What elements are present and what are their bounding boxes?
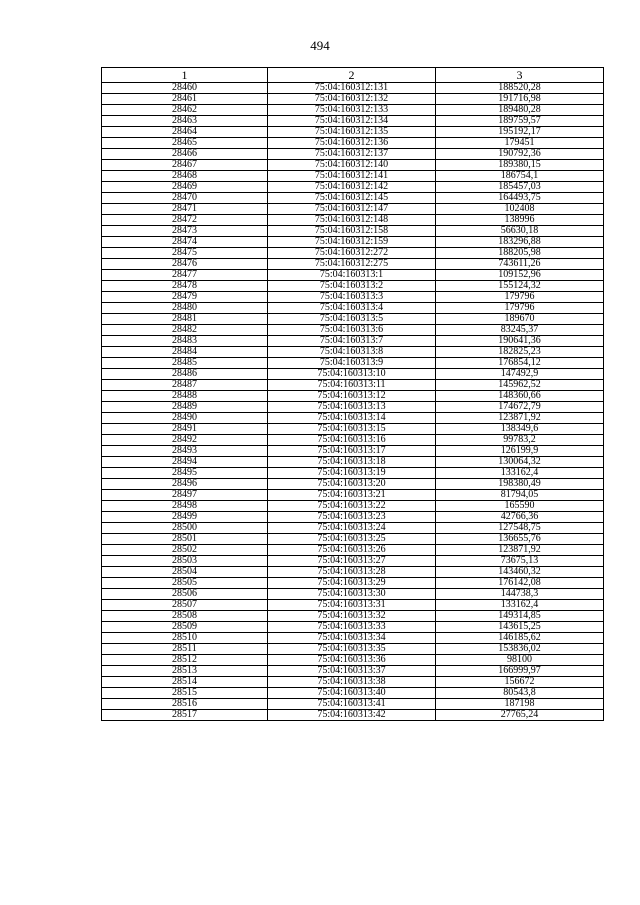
table-row [102, 413, 604, 424]
cadastral-number-cell: 75:04:160313:30 [268, 589, 436, 600]
page-number: 494 [310, 38, 330, 53]
table-row [102, 589, 604, 600]
value-cell: 176854,12 [436, 358, 604, 369]
table-row [102, 325, 604, 336]
row-number-cell: 28471 [102, 204, 268, 215]
cadastral-number-cell: 75:04:160313:29 [268, 578, 436, 589]
row-number-cell: 28492 [102, 435, 268, 446]
cadastral-number-cell: 75:04:160312:133 [268, 105, 436, 116]
table-row [102, 160, 604, 171]
table-row [102, 512, 604, 523]
cadastral-number-cell: 75:04:160313:32 [268, 611, 436, 622]
value-cell: 138996 [436, 215, 604, 226]
row-number-cell: 28483 [102, 336, 268, 347]
value-cell: 188205,98 [436, 248, 604, 259]
value-cell: 153836,02 [436, 644, 604, 655]
cadastral-number-cell: 75:04:160312:140 [268, 160, 436, 171]
cadastral-number-cell: 75:04:160312:134 [268, 116, 436, 127]
table-row [102, 424, 604, 435]
cadastral-number-cell: 75:04:160313:25 [268, 534, 436, 545]
value-cell: 138349,6 [436, 424, 604, 435]
table-row [102, 105, 604, 116]
value-cell: 195192,17 [436, 127, 604, 138]
row-number-cell: 28510 [102, 633, 268, 644]
row-number-cell: 28480 [102, 303, 268, 314]
value-cell: 179796 [436, 303, 604, 314]
table-row [102, 380, 604, 391]
row-number-cell: 28487 [102, 380, 268, 391]
value-cell: 189670 [436, 314, 604, 325]
row-number-cell: 28467 [102, 160, 268, 171]
value-cell: 164493,75 [436, 193, 604, 204]
value-cell: 198380,49 [436, 479, 604, 490]
value-cell: 99783,2 [436, 435, 604, 446]
row-number-cell: 28516 [102, 699, 268, 710]
column-header-3: 3 [436, 68, 604, 83]
table-row [102, 116, 604, 127]
table-row [102, 457, 604, 468]
value-cell: 143615,25 [436, 622, 604, 633]
table-row [102, 182, 604, 193]
value-cell: 81794,05 [436, 490, 604, 501]
value-cell: 127548,75 [436, 523, 604, 534]
value-cell: 145962,52 [436, 380, 604, 391]
table-row [102, 545, 604, 556]
cadastral-number-cell: 75:04:160313:1 [268, 270, 436, 281]
row-number-cell: 28473 [102, 226, 268, 237]
row-number-cell: 28470 [102, 193, 268, 204]
row-number-cell: 28482 [102, 325, 268, 336]
value-cell: 179451 [436, 138, 604, 149]
value-cell: 165590 [436, 501, 604, 512]
cadastral-number-cell: 75:04:160312:159 [268, 237, 436, 248]
value-cell: 42766,36 [436, 512, 604, 523]
cadastral-number-cell: 75:04:160313:19 [268, 468, 436, 479]
table-row [102, 688, 604, 699]
cadastral-number-cell: 75:04:160313:42 [268, 710, 436, 721]
cadastral-number-cell: 75:04:160313:35 [268, 644, 436, 655]
row-number-cell: 28506 [102, 589, 268, 600]
table-row [102, 402, 604, 413]
table-row [102, 358, 604, 369]
table-row [102, 391, 604, 402]
cadastral-number-cell: 75:04:160312:135 [268, 127, 436, 138]
row-number-cell: 28486 [102, 369, 268, 380]
row-number-cell: 28485 [102, 358, 268, 369]
row-number-cell: 28489 [102, 402, 268, 413]
cadastral-number-cell: 75:04:160313:24 [268, 523, 436, 534]
table-row [102, 149, 604, 160]
row-number-cell: 28497 [102, 490, 268, 501]
table-row [102, 303, 604, 314]
table-row [102, 622, 604, 633]
cadastral-number-cell: 75:04:160312:136 [268, 138, 436, 149]
row-number-cell: 28515 [102, 688, 268, 699]
row-number-cell: 28505 [102, 578, 268, 589]
row-number-cell: 28468 [102, 171, 268, 182]
value-cell: 146185,62 [436, 633, 604, 644]
table-row [102, 666, 604, 677]
table-row [102, 435, 604, 446]
cadastral-number-cell: 75:04:160313:12 [268, 391, 436, 402]
value-cell: 136655,76 [436, 534, 604, 545]
cadastral-number-cell: 75:04:160313:6 [268, 325, 436, 336]
table-row [102, 490, 604, 501]
cadastral-number-cell: 75:04:160312:131 [268, 83, 436, 94]
value-cell: 179796 [436, 292, 604, 303]
table-row [102, 699, 604, 710]
table-row [102, 578, 604, 589]
row-number-cell: 28491 [102, 424, 268, 435]
value-cell: 166999,97 [436, 666, 604, 677]
table-row [102, 336, 604, 347]
value-cell: 185457,03 [436, 182, 604, 193]
table-row [102, 501, 604, 512]
cadastral-number-cell: 75:04:160313:20 [268, 479, 436, 490]
value-cell: 189480,28 [436, 105, 604, 116]
table-row [102, 446, 604, 457]
row-number-cell: 28481 [102, 314, 268, 325]
value-cell: 144738,3 [436, 589, 604, 600]
table-row [102, 655, 604, 666]
table-row [102, 237, 604, 248]
row-number-cell: 28507 [102, 600, 268, 611]
cadastral-number-cell: 75:04:160313:33 [268, 622, 436, 633]
value-cell: 133162,4 [436, 468, 604, 479]
table-row [102, 710, 604, 721]
cadastral-number-cell: 75:04:160313:36 [268, 655, 436, 666]
table-row [102, 248, 604, 259]
cadastral-number-cell: 75:04:160312:148 [268, 215, 436, 226]
row-number-cell: 28512 [102, 655, 268, 666]
value-cell: 187198 [436, 699, 604, 710]
table-row [102, 292, 604, 303]
row-number-cell: 28514 [102, 677, 268, 688]
cadastral-number-cell: 75:04:160313:27 [268, 556, 436, 567]
cadastral-number-cell: 75:04:160313:37 [268, 666, 436, 677]
table-row [102, 259, 604, 270]
value-cell: 56630,18 [436, 226, 604, 237]
row-number-cell: 28476 [102, 259, 268, 270]
value-cell: 176142,08 [436, 578, 604, 589]
row-number-cell: 28461 [102, 94, 268, 105]
cadastral-number-cell: 75:04:160313:4 [268, 303, 436, 314]
table-row [102, 479, 604, 490]
value-cell: 27765,24 [436, 710, 604, 721]
cadastral-number-cell: 75:04:160312:142 [268, 182, 436, 193]
value-cell: 143460,32 [436, 567, 604, 578]
cadastral-number-cell: 75:04:160312:137 [268, 149, 436, 160]
value-cell: 189380,15 [436, 160, 604, 171]
row-number-cell: 28477 [102, 270, 268, 281]
table-header-row [102, 68, 604, 83]
table-row [102, 83, 604, 94]
value-cell: 133162,4 [436, 600, 604, 611]
table-row [102, 215, 604, 226]
table-row [102, 204, 604, 215]
table-row [102, 226, 604, 237]
row-number-cell: 28462 [102, 105, 268, 116]
row-number-cell: 28472 [102, 215, 268, 226]
cadastral-number-cell: 75:04:160313:15 [268, 424, 436, 435]
row-number-cell: 28488 [102, 391, 268, 402]
row-number-cell: 28495 [102, 468, 268, 479]
cadastral-number-cell: 75:04:160312:145 [268, 193, 436, 204]
row-number-cell: 28501 [102, 534, 268, 545]
table-row [102, 468, 604, 479]
value-cell: 743611,26 [436, 259, 604, 270]
table-row [102, 633, 604, 644]
cadastral-number-cell: 75:04:160313:22 [268, 501, 436, 512]
cadastral-number-cell: 75:04:160313:13 [268, 402, 436, 413]
row-number-cell: 28513 [102, 666, 268, 677]
table-row [102, 567, 604, 578]
value-cell: 123871,92 [436, 545, 604, 556]
table-row [102, 171, 604, 182]
cadastral-number-cell: 75:04:160313:38 [268, 677, 436, 688]
row-number-cell: 28494 [102, 457, 268, 468]
row-number-cell: 28500 [102, 523, 268, 534]
cadastral-number-cell: 75:04:160313:3 [268, 292, 436, 303]
value-cell: 174672,79 [436, 402, 604, 413]
row-number-cell: 28490 [102, 413, 268, 424]
row-number-cell: 28511 [102, 644, 268, 655]
table-row [102, 523, 604, 534]
table-row [102, 369, 604, 380]
cadastral-number-cell: 75:04:160313:18 [268, 457, 436, 468]
cadastral-number-cell: 75:04:160313:28 [268, 567, 436, 578]
row-number-cell: 28517 [102, 710, 268, 721]
value-cell: 190641,36 [436, 336, 604, 347]
table-row [102, 193, 604, 204]
row-number-cell: 28463 [102, 116, 268, 127]
cadastral-number-cell: 75:04:160313:10 [268, 369, 436, 380]
cadastral-number-cell: 75:04:160312:272 [268, 248, 436, 259]
table-row [102, 600, 604, 611]
cadastral-number-cell: 75:04:160313:14 [268, 413, 436, 424]
value-cell: 98100 [436, 655, 604, 666]
table-row [102, 314, 604, 325]
table-body [102, 83, 604, 721]
cadastral-number-cell: 75:04:160313:26 [268, 545, 436, 556]
row-number-cell: 28464 [102, 127, 268, 138]
row-number-cell: 28493 [102, 446, 268, 457]
cadastral-number-cell: 75:04:160312:158 [268, 226, 436, 237]
row-number-cell: 28465 [102, 138, 268, 149]
cadastral-number-cell: 75:04:160313:23 [268, 512, 436, 523]
row-number-cell: 28484 [102, 347, 268, 358]
cadastral-number-cell: 75:04:160313:7 [268, 336, 436, 347]
row-number-cell: 28508 [102, 611, 268, 622]
cadastral-number-cell: 75:04:160313:40 [268, 688, 436, 699]
value-cell: 156672 [436, 677, 604, 688]
cadastral-number-cell: 75:04:160313:41 [268, 699, 436, 710]
value-cell: 190792,36 [436, 149, 604, 160]
value-cell: 80543,8 [436, 688, 604, 699]
cadastral-number-cell: 75:04:160313:31 [268, 600, 436, 611]
value-cell: 147492,9 [436, 369, 604, 380]
row-number-cell: 28475 [102, 248, 268, 259]
row-number-cell: 28499 [102, 512, 268, 523]
table-row [102, 556, 604, 567]
cadastral-number-cell: 75:04:160313:34 [268, 633, 436, 644]
cadastral-number-cell: 75:04:160313:16 [268, 435, 436, 446]
cadastral-number-cell: 75:04:160312:275 [268, 259, 436, 270]
cadastral-number-cell: 75:04:160313:11 [268, 380, 436, 391]
cadastral-number-cell: 75:04:160313:17 [268, 446, 436, 457]
row-number-cell: 28503 [102, 556, 268, 567]
row-number-cell: 28502 [102, 545, 268, 556]
cadastral-number-cell: 75:04:160313:2 [268, 281, 436, 292]
cadastral-number-cell: 75:04:160313:5 [268, 314, 436, 325]
row-number-cell: 28509 [102, 622, 268, 633]
value-cell: 155124,32 [436, 281, 604, 292]
value-cell: 83245,37 [436, 325, 604, 336]
table-row [102, 677, 604, 688]
data-table [101, 67, 604, 721]
table-row [102, 281, 604, 292]
cadastral-number-cell: 75:04:160313:9 [268, 358, 436, 369]
column-header-1: 1 [102, 68, 268, 83]
row-number-cell: 28504 [102, 567, 268, 578]
value-cell: 130064,32 [436, 457, 604, 468]
row-number-cell: 28460 [102, 83, 268, 94]
row-number-cell: 28479 [102, 292, 268, 303]
value-cell: 148360,66 [436, 391, 604, 402]
table-row [102, 644, 604, 655]
value-cell: 149314,85 [436, 611, 604, 622]
value-cell: 126199,9 [436, 446, 604, 457]
table-row [102, 94, 604, 105]
table-row [102, 534, 604, 545]
value-cell: 188520,28 [436, 83, 604, 94]
row-number-cell: 28498 [102, 501, 268, 512]
table-row [102, 138, 604, 149]
table-row [102, 270, 604, 281]
value-cell: 102408 [436, 204, 604, 215]
table-row [102, 347, 604, 358]
row-number-cell: 28474 [102, 237, 268, 248]
cadastral-number-cell: 75:04:160312:132 [268, 94, 436, 105]
table-row [102, 611, 604, 622]
row-number-cell: 28469 [102, 182, 268, 193]
cadastral-number-cell: 75:04:160312:147 [268, 204, 436, 215]
column-header-2: 2 [268, 68, 436, 83]
row-number-cell: 28496 [102, 479, 268, 490]
row-number-cell: 28466 [102, 149, 268, 160]
value-cell: 191716,98 [436, 94, 604, 105]
value-cell: 183296,88 [436, 237, 604, 248]
value-cell: 109152,96 [436, 270, 604, 281]
cadastral-number-cell: 75:04:160312:141 [268, 171, 436, 182]
table-row [102, 127, 604, 138]
value-cell: 186754,1 [436, 171, 604, 182]
cadastral-number-cell: 75:04:160313:21 [268, 490, 436, 501]
value-cell: 73675,13 [436, 556, 604, 567]
value-cell: 189759,57 [436, 116, 604, 127]
cadastral-number-cell: 75:04:160313:8 [268, 347, 436, 358]
row-number-cell: 28478 [102, 281, 268, 292]
value-cell: 123871,92 [436, 413, 604, 424]
value-cell: 182825,23 [436, 347, 604, 358]
